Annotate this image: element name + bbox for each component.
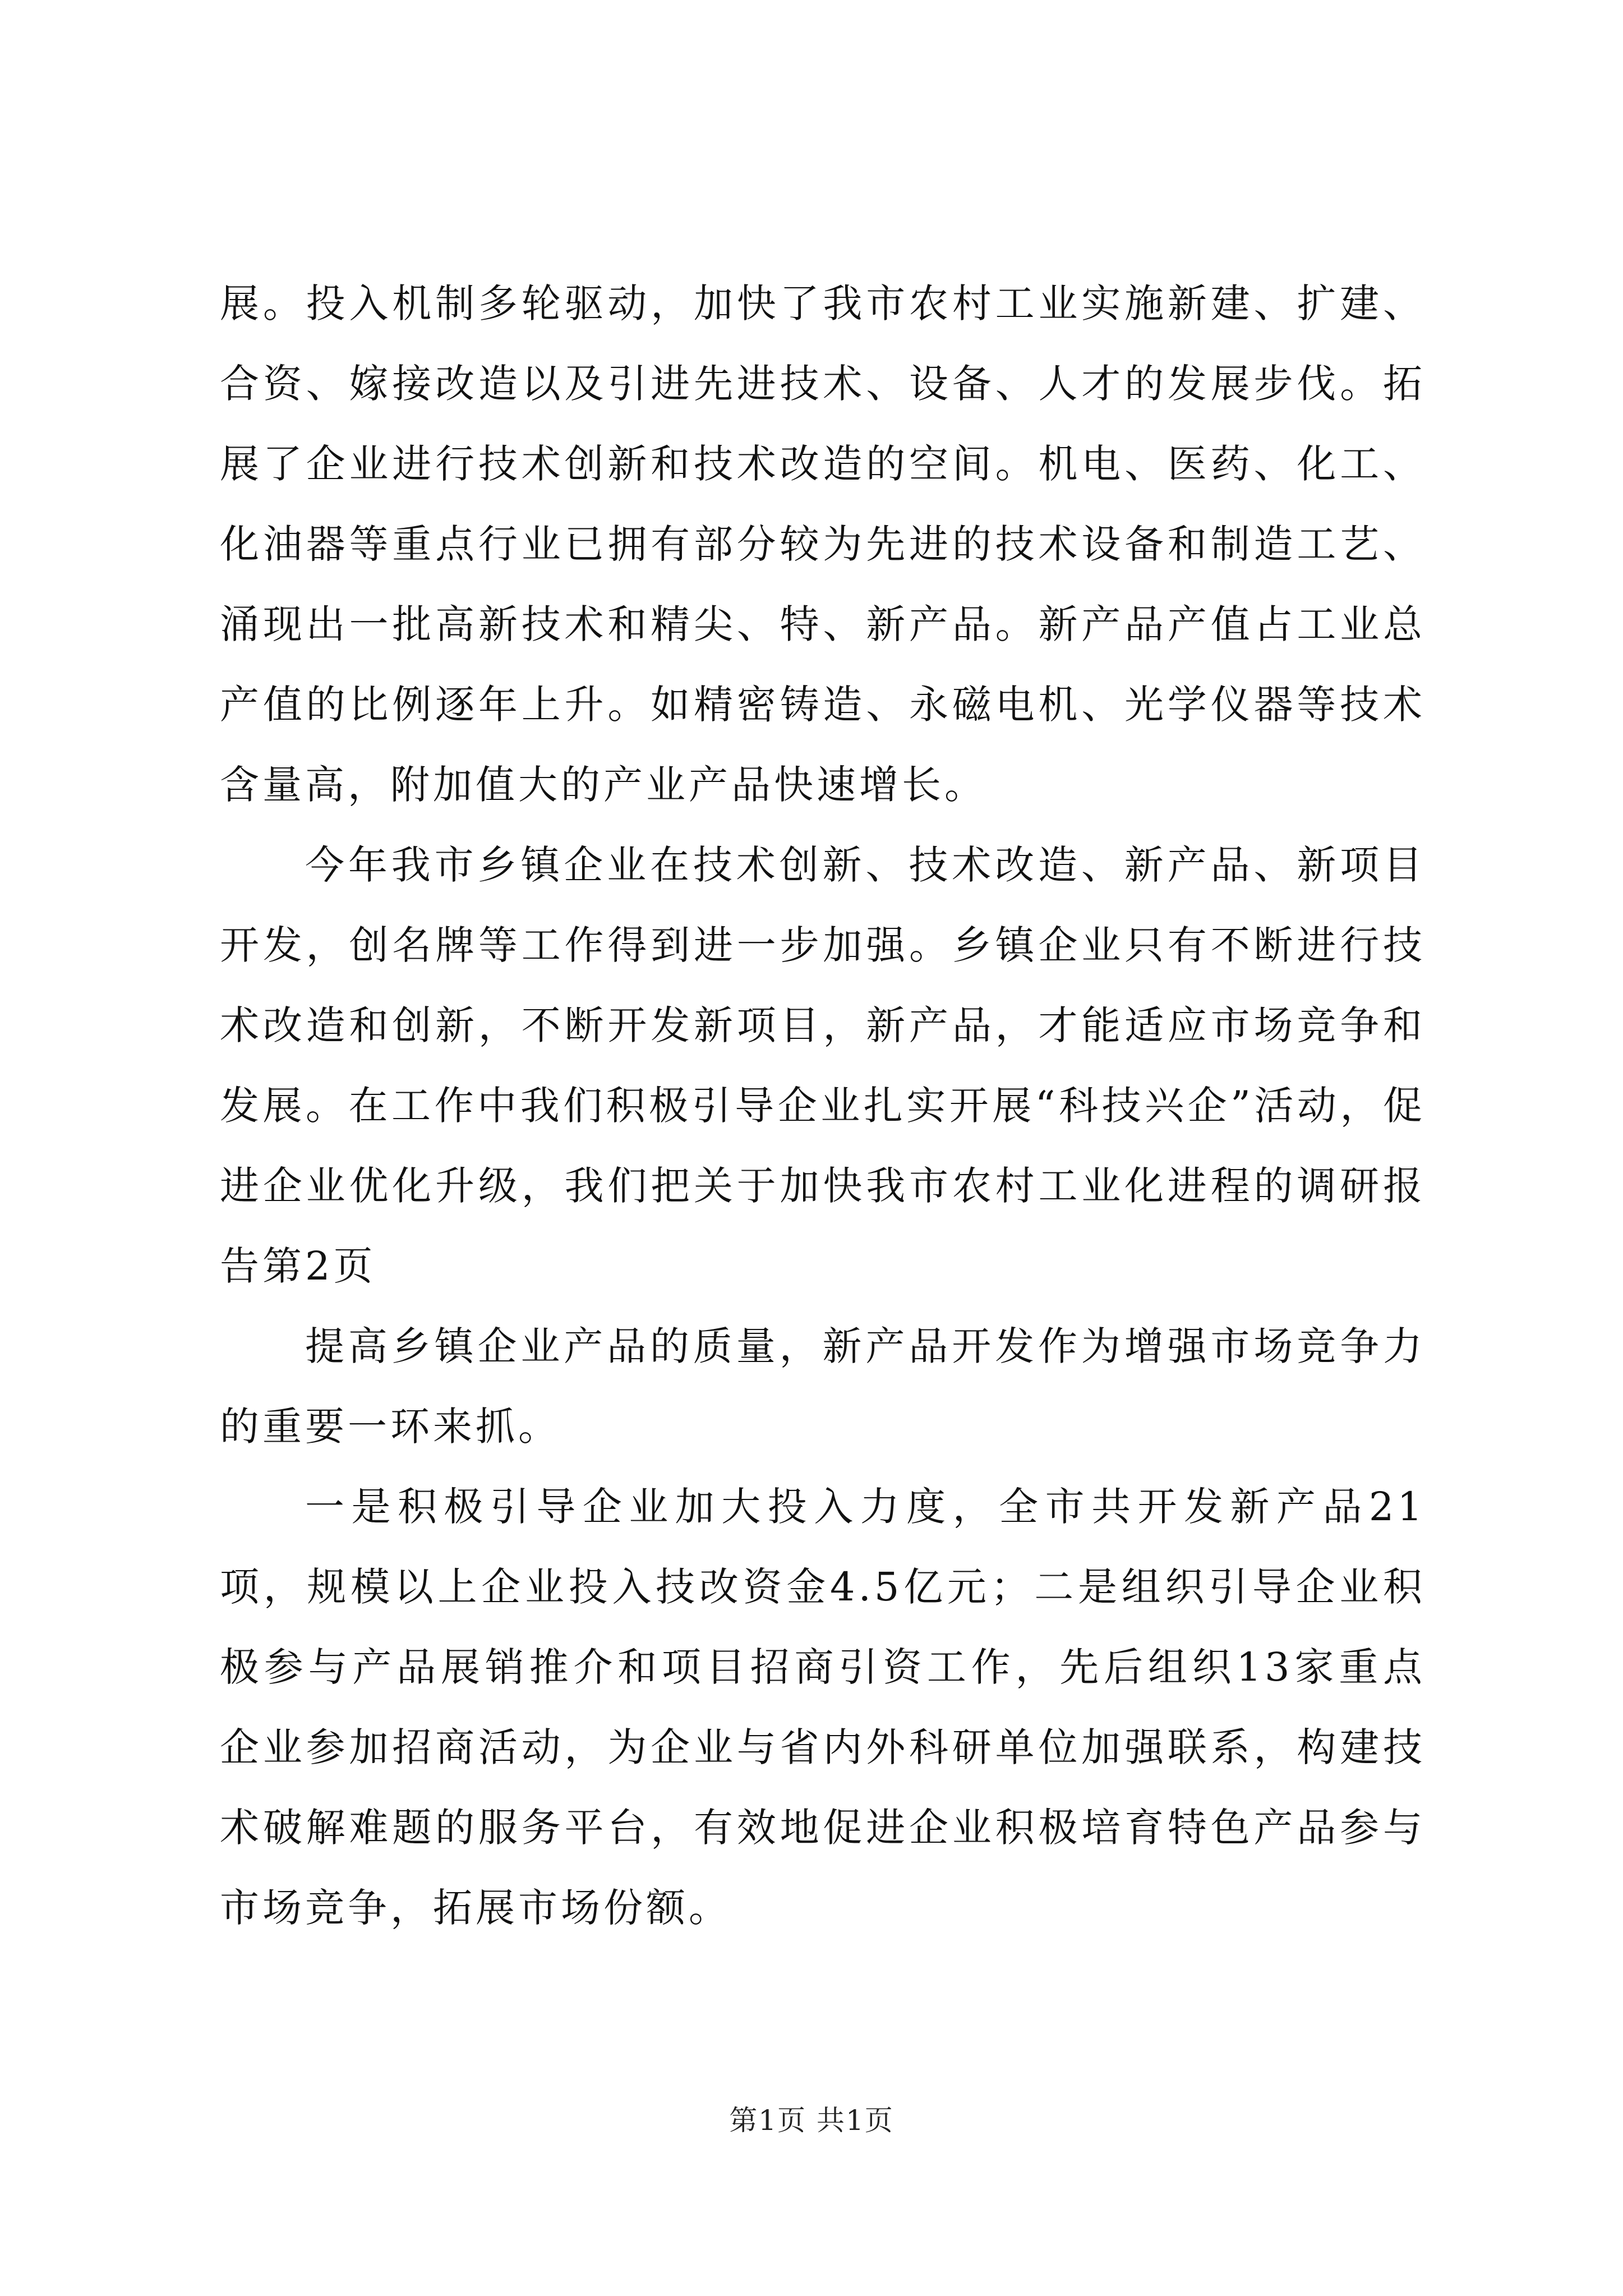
paragraph-3: 提高乡镇企业产品的质量，新产品开发作为增强市场竞争力的重要一环来抓。 (220, 1323, 1426, 1450)
paragraph-2: 今年我市乡镇企业在技术创新、技术改造、新产品、新项目开发，创名牌等工作得到进一步加强。乡镇企业只有不断进行技术改造和创新，不断开发新项目，新产品，才能适应市场竞争和发展。在工作中我们积极引导企业扎实开展“科技兴企”活动，促进企业优化升级，我们把关于加快我市农村工业化进程的调研报告第2页 (220, 842, 1426, 1289)
paragraph-1: 展。投入机制多轮驱动，加快了我市农村工业实施新建、扩建、合资、嫁接改造以及引进先进技术、设备、人才的发展步伐。拓展了企业进行技术创新和技术改造的空间。机电、医药、化工、化油器等重点行业已拥有部分较为先进的技术设备和制造工艺、涌现出一批高新技术和精尖、特、新产品。新产品产值占工业总产值的比例逐年上升。如精密铸造、永磁电机、光学仪器等技术含量高，附加值大的产业产品快速增长。 (220, 280, 1426, 808)
page-footer: 第1页 共1页 (729, 2104, 894, 2137)
document-body (220, 264, 1426, 1948)
paragraph-4: 一是积极引导企业加大投入力度，全市共开发新产品21项，规模以上企业投入技改资金4.5亿元；二是组织引导企业积极参与产品展销推介和项目招商引资工作，先后组织13家重点企业参加招商活动，为企业与省内外科研单位加强联系，构建技术破解难题的服务平台，有效地促进企业积极培育特色产品参与市场竞争，拓展市场份额。 (220, 1484, 1426, 1931)
